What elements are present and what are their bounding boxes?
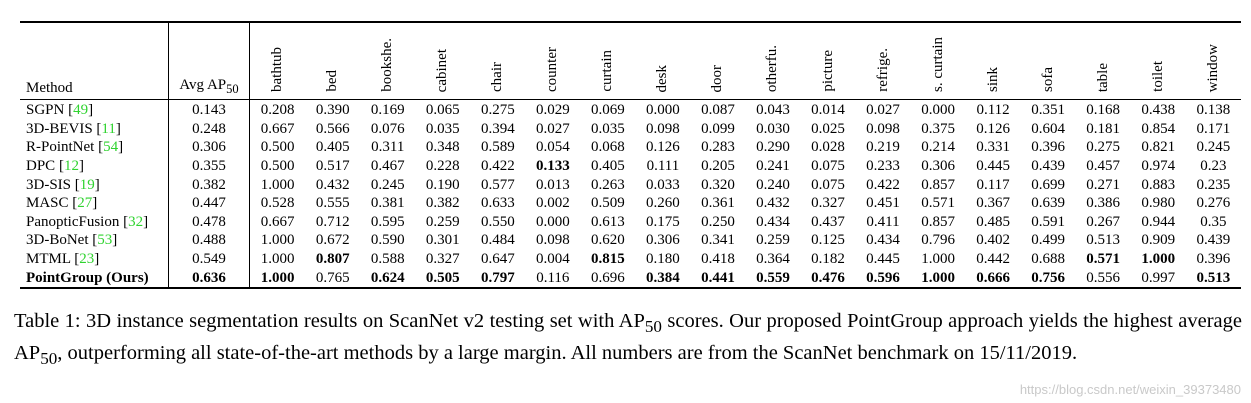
score-cell: 0.590 xyxy=(370,232,405,249)
table-row xyxy=(20,157,1241,176)
score-cell: 0.439 xyxy=(1031,158,1065,175)
citation-link[interactable]: 12 xyxy=(63,158,79,175)
method-cell: MASC [27] xyxy=(26,195,98,212)
score-cell: 0.441 xyxy=(701,269,735,286)
score-cell: 0.595 xyxy=(370,213,405,230)
class-header xyxy=(1131,22,1186,100)
class-header xyxy=(580,22,635,100)
score-cell: 0.351 xyxy=(1031,102,1065,119)
score-cell: 0.075 xyxy=(811,176,845,193)
score-cell: 0.566 xyxy=(315,120,350,137)
avg-ap50-cell: 0.143 xyxy=(169,100,250,120)
class-header xyxy=(250,22,306,100)
score-cell: 0.013 xyxy=(535,176,570,193)
score-cell: 0.169 xyxy=(370,102,405,119)
score-cell: 0.361 xyxy=(701,195,735,212)
score-cell: 0.283 xyxy=(701,139,735,156)
score-cell: 0.815 xyxy=(591,251,625,268)
class-header xyxy=(1021,22,1076,100)
score-cell: 0.396 xyxy=(1031,139,1065,156)
score-cell: 0.364 xyxy=(756,251,790,268)
score-cell: 0.696 xyxy=(591,269,625,286)
score-cell: 0.027 xyxy=(866,102,900,119)
score-cell: 0.438 xyxy=(1141,102,1176,119)
method-cell: PanopticFusion [32] xyxy=(26,213,149,230)
avg-ap50-cell: 0.478 xyxy=(169,213,250,232)
score-cell: 0.476 xyxy=(811,269,845,286)
method-cell: 3D-BEVIS [11] xyxy=(26,120,121,137)
score-cell: 0.699 xyxy=(1031,176,1065,193)
score-cell: 0.451 xyxy=(866,195,900,212)
score-cell: 0.434 xyxy=(866,232,900,249)
method-header: Method xyxy=(20,22,169,100)
score-cell: 0.620 xyxy=(591,232,625,249)
score-cell: 0.499 xyxy=(1031,232,1065,249)
score-cell: 0.712 xyxy=(315,213,350,230)
score-cell: 0.402 xyxy=(976,232,1010,249)
score-cell: 0.807 xyxy=(315,251,350,268)
citation-link[interactable]: 23 xyxy=(79,251,95,268)
score-cell: 0.068 xyxy=(591,139,625,156)
score-cell: 0.171 xyxy=(1196,120,1231,137)
score-cell: 0.000 xyxy=(921,102,955,119)
score-cell: 0.857 xyxy=(921,176,955,193)
score-cell: 0.571 xyxy=(1086,251,1121,268)
score-cell: 0.667 xyxy=(260,120,295,137)
score-cell: 0.306 xyxy=(921,158,955,175)
score-cell: 0.604 xyxy=(1031,120,1065,137)
method-name: SGPN xyxy=(26,102,65,119)
method-name: R-PointNet xyxy=(26,139,95,156)
score-cell: 0.331 xyxy=(976,139,1010,156)
class-header-label: table xyxy=(1094,62,1111,92)
score-cell: 0.467 xyxy=(370,158,405,175)
score-cell: 0.182 xyxy=(811,251,845,268)
method-cell: 3D-SIS [19] xyxy=(26,176,100,193)
table-row xyxy=(20,138,1241,157)
score-cell: 0.035 xyxy=(425,120,460,137)
score-cell: 0.559 xyxy=(756,269,790,286)
score-cell: 0.596 xyxy=(866,269,900,286)
caption-subscript: 50 xyxy=(40,349,58,369)
class-header-label: desk xyxy=(654,64,671,92)
score-cell: 0.030 xyxy=(756,120,790,137)
score-cell: 0.390 xyxy=(315,102,350,119)
score-cell: 0.997 xyxy=(1141,269,1176,286)
score-cell: 0.517 xyxy=(315,158,350,175)
score-cell: 0.014 xyxy=(811,102,845,119)
class-header xyxy=(635,22,690,100)
score-cell: 0.250 xyxy=(701,213,735,230)
score-cell: 0.821 xyxy=(1141,139,1176,156)
citation-link[interactable]: 19 xyxy=(79,176,95,193)
score-cell: 0.500 xyxy=(260,139,295,156)
score-cell: 0.396 xyxy=(1196,251,1231,268)
score-cell: 0.271 xyxy=(1086,176,1121,193)
score-cell: 0.577 xyxy=(480,176,515,193)
class-header-label: otherfu. xyxy=(764,44,781,92)
score-cell: 0.290 xyxy=(756,139,790,156)
class-header-label: curtain xyxy=(599,50,616,92)
score-cell: 0.384 xyxy=(646,269,680,286)
score-cell: 0.245 xyxy=(370,176,405,193)
score-cell: 0.125 xyxy=(811,232,845,249)
score-cell: 0.181 xyxy=(1086,120,1121,137)
score-cell: 0.276 xyxy=(1196,195,1231,212)
score-cell: 0.205 xyxy=(701,158,735,175)
score-cell: 0.233 xyxy=(866,158,900,175)
score-cell: 0.126 xyxy=(646,139,680,156)
avg-ap50-cell: 0.549 xyxy=(169,250,250,269)
score-cell: 0.259 xyxy=(425,213,460,230)
score-cell: 0.509 xyxy=(591,195,625,212)
score-cell: 0.528 xyxy=(260,195,295,212)
score-cell: 0.028 xyxy=(811,139,845,156)
citation-link[interactable]: 27 xyxy=(77,195,93,212)
score-cell: 0.002 xyxy=(535,195,570,212)
class-header xyxy=(966,22,1021,100)
table-body xyxy=(20,100,1241,288)
class-header xyxy=(525,22,580,100)
score-cell: 0.000 xyxy=(535,213,570,230)
score-cell: 0.260 xyxy=(646,195,680,212)
score-cell: 0.457 xyxy=(1086,158,1121,175)
score-cell: 0.035 xyxy=(591,120,625,137)
avg-header-text: Avg AP xyxy=(179,77,227,93)
score-cell: 1.000 xyxy=(260,232,295,249)
method-name: DPC xyxy=(26,158,56,175)
method-cell: DPC [12] xyxy=(26,158,84,175)
score-cell: 0.411 xyxy=(866,213,900,230)
table-row xyxy=(20,100,1241,120)
score-cell: 0.241 xyxy=(756,158,790,175)
method-name: 3D-BEVIS xyxy=(26,120,93,137)
score-cell: 0.484 xyxy=(480,232,515,249)
citation-link[interactable]: 32 xyxy=(128,213,144,230)
score-cell: 0.381 xyxy=(370,195,405,212)
score-cell: 0.422 xyxy=(866,176,900,193)
score-cell: 0.098 xyxy=(646,120,680,137)
score-cell: 0.980 xyxy=(1141,195,1176,212)
score-cell: 0.688 xyxy=(1031,251,1065,268)
score-cell: 0.571 xyxy=(921,195,955,212)
method-name: 3D-SIS xyxy=(26,176,72,193)
score-cell: 0.432 xyxy=(756,195,790,212)
score-cell: 0.857 xyxy=(921,213,955,230)
avg-ap50-header xyxy=(169,22,250,100)
class-header xyxy=(1076,22,1131,100)
class-header xyxy=(470,22,525,100)
score-cell: 0.341 xyxy=(701,232,735,249)
score-cell: 0.974 xyxy=(1141,158,1176,175)
score-cell: 0.133 xyxy=(535,158,570,175)
class-header-label: s. curtain xyxy=(929,37,946,92)
class-header-label: door xyxy=(709,64,726,92)
class-header xyxy=(415,22,470,100)
class-header-label: bookshe. xyxy=(379,38,396,92)
method-cell: SGPN [49] xyxy=(26,102,94,119)
score-cell: 0.796 xyxy=(921,232,955,249)
class-header-label: bathtub xyxy=(269,47,286,92)
score-cell: 0.180 xyxy=(646,251,680,268)
score-cell: 0.098 xyxy=(535,232,570,249)
score-cell: 0.588 xyxy=(370,251,405,268)
method-name: MTML xyxy=(26,251,71,268)
score-cell: 0.765 xyxy=(315,269,350,286)
class-header xyxy=(745,22,800,100)
table-row xyxy=(20,268,1241,288)
score-cell: 0.098 xyxy=(866,120,900,137)
score-cell: 0.667 xyxy=(260,213,295,230)
score-cell: 0.087 xyxy=(701,102,735,119)
score-cell: 0.944 xyxy=(1141,213,1176,230)
score-cell: 1.000 xyxy=(921,251,955,268)
score-cell: 0.099 xyxy=(701,120,735,137)
table-row xyxy=(20,250,1241,269)
score-cell: 0.208 xyxy=(260,102,295,119)
class-header-label: cabinet xyxy=(434,48,451,92)
score-cell: 0.35 xyxy=(1200,213,1227,230)
score-cell: 0.004 xyxy=(535,251,570,268)
score-cell: 0.555 xyxy=(315,195,350,212)
score-cell: 0.175 xyxy=(646,213,680,230)
caption-text: , outperforming all state-of-the-art methods by a large margin. All numbers are from the ScanNet benchmark on 15/11/2019. xyxy=(57,342,1078,365)
class-header-label: sofa xyxy=(1039,67,1056,92)
score-cell: 1.000 xyxy=(260,251,295,268)
class-header xyxy=(800,22,855,100)
score-cell: 0.550 xyxy=(480,213,515,230)
score-cell: 0.069 xyxy=(591,102,625,119)
score-cell: 0.394 xyxy=(480,120,515,137)
score-cell: 0.348 xyxy=(425,139,460,156)
score-cell: 0.556 xyxy=(1086,269,1121,286)
class-header xyxy=(856,22,911,100)
score-cell: 0.439 xyxy=(1196,232,1231,249)
score-cell: 0.375 xyxy=(921,120,955,137)
score-cell: 0.434 xyxy=(756,213,790,230)
citation-link[interactable]: 53 xyxy=(97,232,113,249)
score-cell: 1.000 xyxy=(1141,251,1176,268)
score-cell: 0.219 xyxy=(866,139,900,156)
header-row xyxy=(20,22,1241,100)
table-row xyxy=(20,231,1241,250)
method-cell: 3D-BoNet [53] xyxy=(26,232,118,249)
citation-link[interactable]: 11 xyxy=(101,120,116,137)
score-cell: 0.190 xyxy=(425,176,460,193)
avg-ap50-cell: 0.447 xyxy=(169,194,250,213)
class-header-label: bed xyxy=(324,70,341,92)
score-cell: 0.259 xyxy=(756,232,790,249)
score-cell: 0.320 xyxy=(701,176,735,193)
score-cell: 0.138 xyxy=(1196,102,1231,119)
score-cell: 0.228 xyxy=(425,158,460,175)
avg-ap50-cell: 0.636 xyxy=(169,268,250,288)
class-header-label: chair xyxy=(489,62,506,92)
score-cell: 0.382 xyxy=(425,195,460,212)
score-cell: 0.418 xyxy=(701,251,735,268)
score-cell: 0.445 xyxy=(976,158,1010,175)
citation-link[interactable]: 49 xyxy=(73,102,89,119)
score-cell: 0.033 xyxy=(646,176,680,193)
score-cell: 0.245 xyxy=(1196,139,1231,156)
score-cell: 0.311 xyxy=(371,139,405,156)
score-cell: 0.647 xyxy=(480,251,515,268)
score-cell: 0.000 xyxy=(646,102,680,119)
method-name: PointGroup (Ours) xyxy=(26,269,149,286)
table-row xyxy=(20,120,1241,139)
score-cell: 0.405 xyxy=(315,139,350,156)
citation-link[interactable]: 54 xyxy=(103,139,119,156)
score-cell: 0.854 xyxy=(1141,120,1176,137)
score-cell: 1.000 xyxy=(921,269,955,286)
score-cell: 0.589 xyxy=(480,139,515,156)
score-cell: 0.432 xyxy=(315,176,350,193)
score-cell: 1.000 xyxy=(260,269,295,286)
score-cell: 0.513 xyxy=(1196,269,1231,286)
score-cell: 0.327 xyxy=(811,195,845,212)
score-cell: 0.591 xyxy=(1031,213,1065,230)
score-cell: 0.666 xyxy=(976,269,1010,286)
method-cell: R-PointNet [54] xyxy=(26,139,124,156)
class-header-label: refrige. xyxy=(874,48,891,92)
class-header-label: picture xyxy=(819,50,836,92)
class-header-label: sink xyxy=(984,66,1001,92)
score-cell: 0.633 xyxy=(480,195,515,212)
score-cell: 0.168 xyxy=(1086,102,1121,119)
score-cell: 0.235 xyxy=(1196,176,1231,193)
score-cell: 0.797 xyxy=(480,269,515,286)
score-cell: 0.240 xyxy=(756,176,790,193)
score-cell: 0.500 xyxy=(260,158,295,175)
score-cell: 0.027 xyxy=(535,120,570,137)
score-cell: 0.386 xyxy=(1086,195,1121,212)
table-caption xyxy=(14,308,1242,372)
avg-ap50-cell: 0.355 xyxy=(169,157,250,176)
score-cell: 0.505 xyxy=(425,269,460,286)
score-cell: 0.054 xyxy=(535,139,570,156)
class-header xyxy=(305,22,360,100)
method-cell: MTML [23] xyxy=(26,251,100,268)
score-cell: 0.065 xyxy=(425,102,460,119)
score-cell: 0.117 xyxy=(976,176,1010,193)
score-cell: 0.442 xyxy=(976,251,1010,268)
score-cell: 0.112 xyxy=(976,102,1010,119)
caption-text: Table 1: 3D instance segmentation results on ScanNet v2 testing set with AP xyxy=(14,310,645,332)
score-cell: 0.513 xyxy=(1086,232,1121,249)
score-cell: 0.076 xyxy=(370,120,405,137)
score-cell: 0.756 xyxy=(1031,269,1065,286)
score-cell: 0.437 xyxy=(811,213,845,230)
avg-ap50-cell: 0.248 xyxy=(169,120,250,139)
score-cell: 0.263 xyxy=(591,176,625,193)
class-header-label: counter xyxy=(544,47,561,92)
score-cell: 0.327 xyxy=(425,251,460,268)
caption-text: scores. Our proposed PointGroup approach yields the highest average AP xyxy=(14,310,1242,365)
table-row xyxy=(20,175,1241,194)
score-cell: 0.405 xyxy=(591,158,625,175)
table-row xyxy=(20,194,1241,213)
score-cell: 0.275 xyxy=(1086,139,1121,156)
caption-subscript: 50 xyxy=(644,317,662,337)
score-cell: 0.116 xyxy=(536,269,570,286)
score-cell: 0.043 xyxy=(756,102,790,119)
method-name: PanopticFusion xyxy=(26,213,120,230)
class-header xyxy=(360,22,415,100)
score-cell: 0.23 xyxy=(1200,158,1227,175)
score-cell: 0.422 xyxy=(480,158,515,175)
score-cell: 0.214 xyxy=(921,139,955,156)
score-cell: 0.485 xyxy=(976,213,1010,230)
score-cell: 0.624 xyxy=(370,269,405,286)
class-header xyxy=(911,22,966,100)
score-cell: 0.613 xyxy=(591,213,625,230)
score-cell: 0.883 xyxy=(1141,176,1176,193)
score-cell: 0.267 xyxy=(1086,213,1121,230)
results-table xyxy=(20,21,1241,289)
class-header-label: toilet xyxy=(1149,61,1166,92)
score-cell: 1.000 xyxy=(260,176,295,193)
score-cell: 0.301 xyxy=(425,232,460,249)
score-cell: 0.909 xyxy=(1141,232,1176,249)
score-cell: 0.306 xyxy=(646,232,680,249)
score-cell: 0.275 xyxy=(480,102,515,119)
watermark: https://blog.csdn.net/weixin_39373480 xyxy=(1019,382,1241,397)
avg-ap50-cell: 0.382 xyxy=(169,175,250,194)
score-cell: 0.445 xyxy=(866,251,900,268)
score-cell: 0.639 xyxy=(1031,195,1065,212)
class-header-label: window xyxy=(1204,43,1221,92)
score-cell: 0.075 xyxy=(811,158,845,175)
avg-ap50-cell: 0.306 xyxy=(169,138,250,157)
avg-ap50-cell: 0.488 xyxy=(169,231,250,250)
score-cell: 0.367 xyxy=(976,195,1010,212)
avg-header-sub: 50 xyxy=(226,82,239,96)
score-cell: 0.029 xyxy=(535,102,570,119)
class-header xyxy=(1186,22,1241,100)
method-name: 3D-BoNet xyxy=(26,232,89,249)
score-cell: 0.672 xyxy=(315,232,350,249)
class-header xyxy=(690,22,745,100)
score-cell: 0.025 xyxy=(811,120,845,137)
score-cell: 0.126 xyxy=(976,120,1010,137)
score-cell: 0.111 xyxy=(646,158,680,175)
method-name: MASC xyxy=(26,195,69,212)
table-row xyxy=(20,213,1241,232)
method-cell xyxy=(20,268,169,288)
